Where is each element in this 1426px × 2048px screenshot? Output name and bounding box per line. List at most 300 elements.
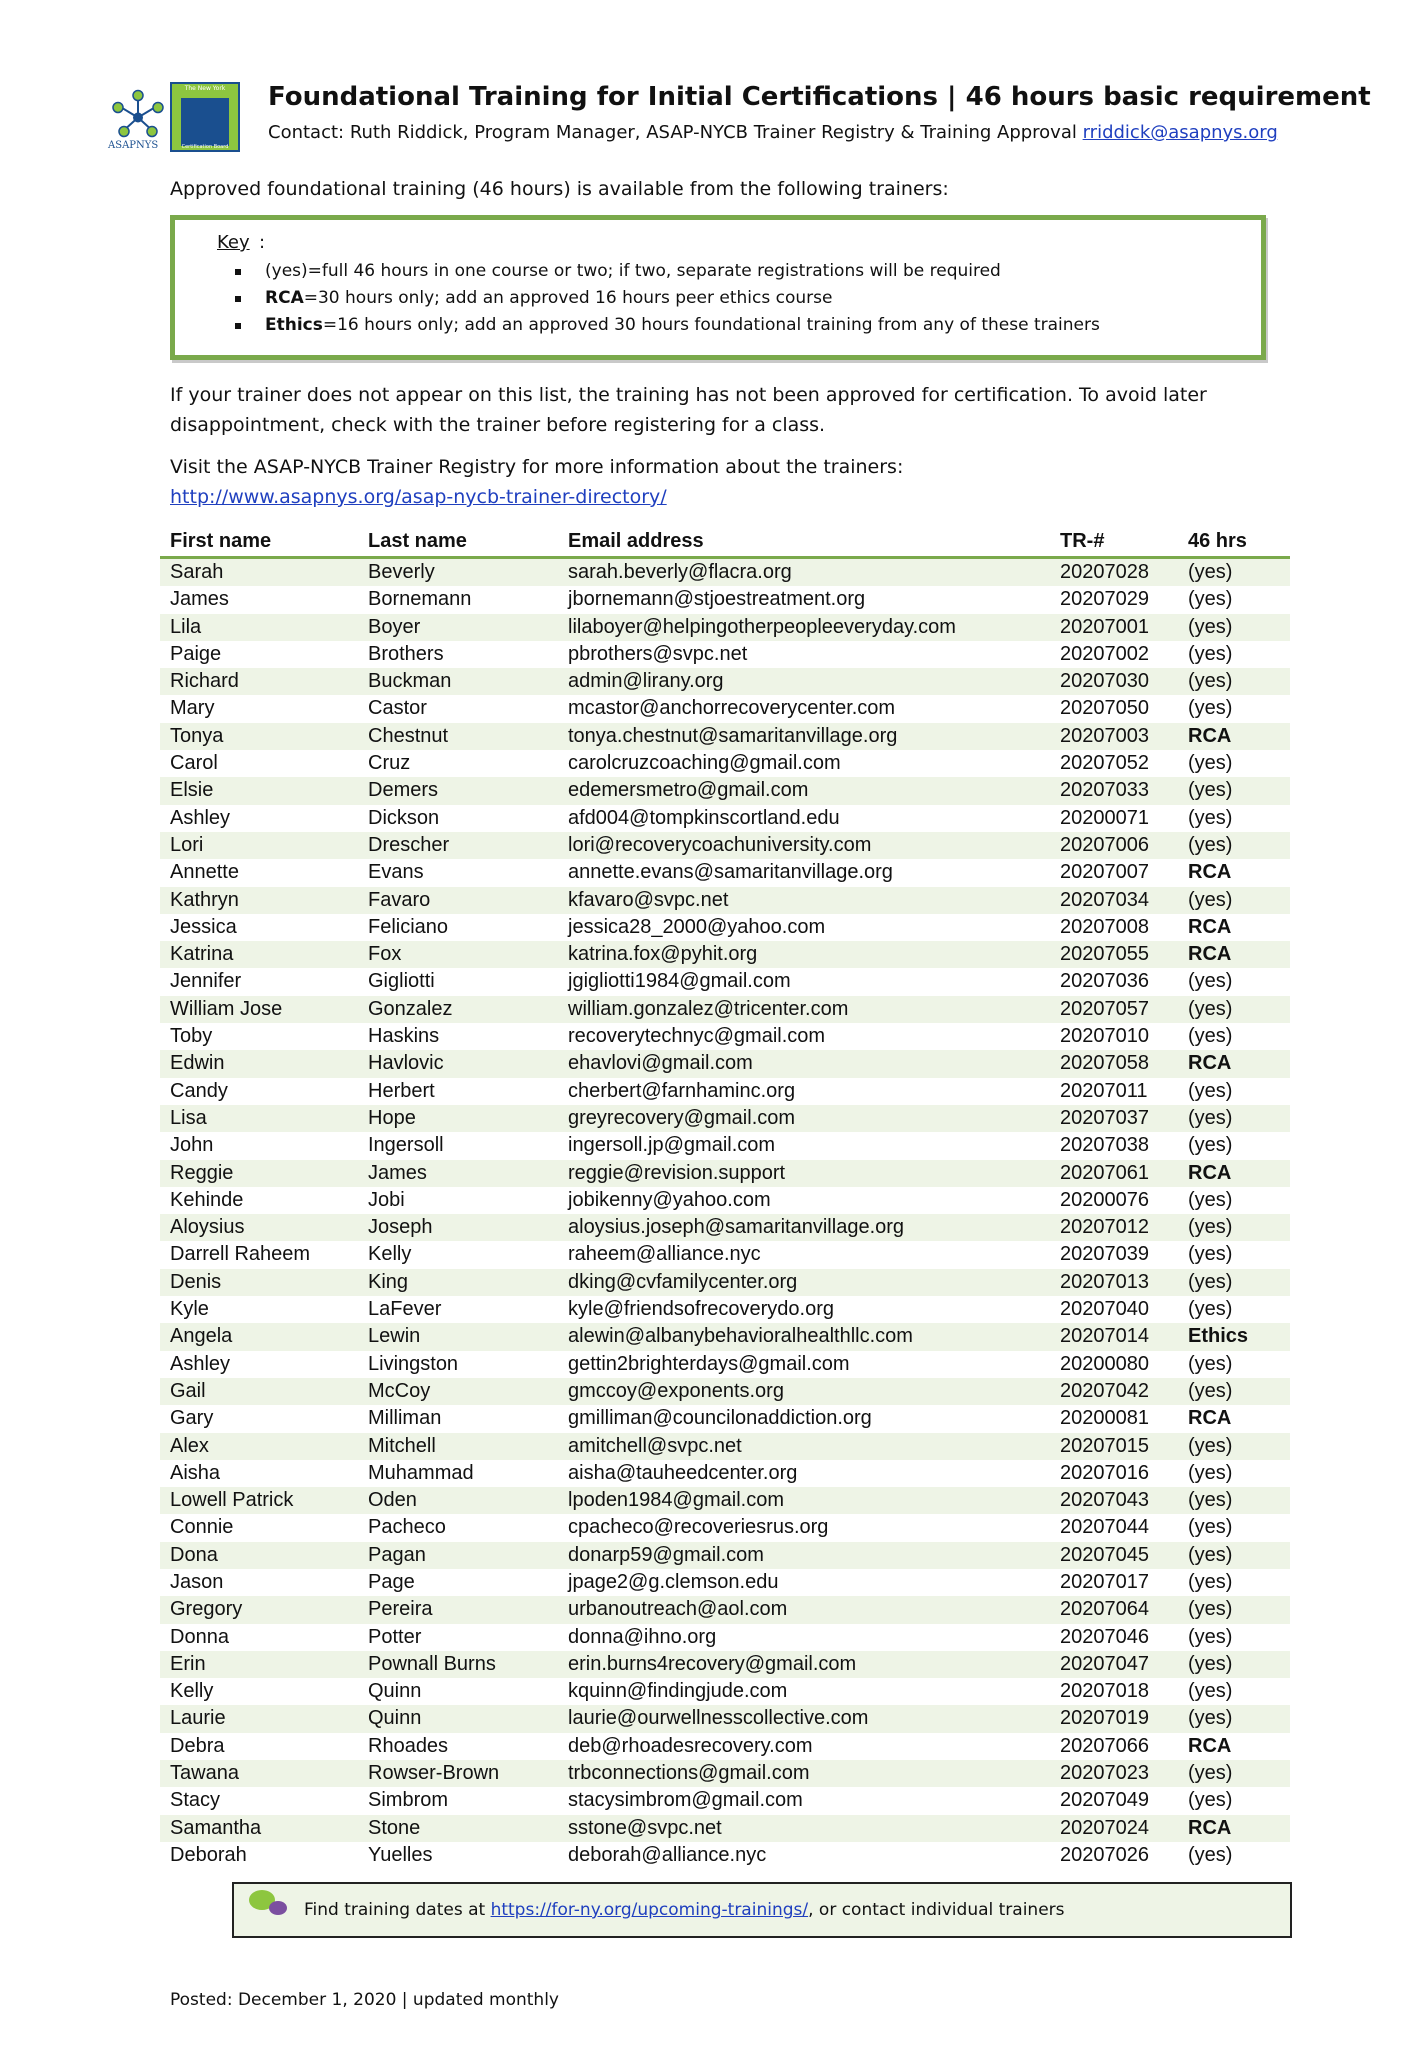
table-row <box>160 1433 1290 1460</box>
hours-cell: (yes) <box>1188 588 1233 611</box>
email-cell: cpacheco@recoveriesrus.org <box>568 1516 829 1539</box>
first-name-cell: Samantha <box>170 1816 262 1839</box>
table-row <box>160 1269 1290 1296</box>
hours-cell: (yes) <box>1188 1134 1233 1157</box>
hours-cell: (yes) <box>1188 806 1233 829</box>
table-row <box>160 614 1290 641</box>
last-name-cell: Pownall Burns <box>368 1652 496 1675</box>
tr-number-cell: 20207010 <box>1060 1025 1149 1048</box>
key-item: Ethics=16 hours only; add an approved 30 hours foundational training from any of these trainers <box>235 312 1100 339</box>
last-name-cell: Page <box>368 1570 415 1593</box>
nycb-seal-icon <box>170 82 240 152</box>
tr-number-cell: 20207033 <box>1060 779 1149 802</box>
tr-number-cell: 20207042 <box>1060 1379 1149 1402</box>
hours-cell: RCA <box>1188 1161 1232 1184</box>
last-name-cell: Feliciano <box>368 915 449 938</box>
email-cell: urbanoutreach@aol.com <box>568 1598 788 1621</box>
last-name-cell: Jobi <box>368 1188 405 1211</box>
posted-date: Posted: December 1, 2020 | updated monthly <box>170 1990 559 2010</box>
table-row <box>160 1050 1290 1077</box>
email-cell: amitchell@svpc.net <box>568 1434 742 1457</box>
tr-number-cell: 20207047 <box>1060 1652 1149 1675</box>
first-name-cell: Gail <box>170 1379 206 1402</box>
key-list <box>235 258 1100 339</box>
hours-cell: RCA <box>1188 1052 1232 1075</box>
table-row <box>160 941 1290 968</box>
last-name-cell: Buckman <box>368 670 452 693</box>
tr-number-cell: 20207014 <box>1060 1325 1149 1348</box>
tr-number-cell: 20207018 <box>1060 1680 1149 1703</box>
table-row <box>160 1542 1290 1569</box>
tr-number-cell: 20207002 <box>1060 642 1149 665</box>
hours-cell: (yes) <box>1188 1216 1233 1239</box>
last-name-cell: Rowser-Brown <box>368 1762 500 1785</box>
tr-number-cell: 20207030 <box>1060 670 1149 693</box>
first-name-cell: Denis <box>170 1270 222 1293</box>
tr-number-cell: 20207023 <box>1060 1762 1149 1785</box>
hours-cell: RCA <box>1188 943 1232 966</box>
table-row <box>160 914 1290 941</box>
tr-number-cell: 20207029 <box>1060 588 1149 611</box>
header-46-hrs: 46 hrs <box>1188 530 1247 552</box>
first-name-cell: Toby <box>170 1025 213 1048</box>
tr-number-cell: 20207066 <box>1060 1734 1149 1757</box>
first-name-cell: Kelly <box>170 1680 214 1703</box>
email-cell: dking@cvfamilycenter.org <box>568 1270 798 1293</box>
tr-number-cell: 20207008 <box>1060 915 1149 938</box>
hours-cell: (yes) <box>1188 1680 1233 1703</box>
first-name-cell: Deborah <box>170 1843 247 1866</box>
last-name-cell: Oden <box>368 1489 417 1512</box>
table-row <box>160 1378 1290 1405</box>
tr-number-cell: 20207015 <box>1060 1434 1149 1457</box>
email-cell: pbrothers@svpc.net <box>568 642 748 665</box>
hours-cell: (yes) <box>1188 833 1233 856</box>
tr-number-cell: 20207013 <box>1060 1270 1149 1293</box>
key-item: RCA=30 hours only; add an approved 16 hours peer ethics course <box>235 285 1100 312</box>
email-cell: lori@recoverycoachuniversity.com <box>568 833 872 856</box>
first-name-cell: Tawana <box>170 1762 239 1785</box>
email-cell: tonya.chestnut@samaritanvillage.org <box>568 724 898 747</box>
first-name-cell: Laurie <box>170 1707 226 1730</box>
email-cell: sarah.beverly@flacra.org <box>568 561 792 583</box>
tr-number-cell: 20207061 <box>1060 1161 1149 1184</box>
hours-cell: (yes) <box>1188 1270 1233 1293</box>
tr-number-cell: 20207024 <box>1060 1816 1149 1839</box>
email-cell: william.gonzalez@tricenter.com <box>568 997 849 1020</box>
first-name-cell: Jessica <box>170 915 237 938</box>
table-row <box>160 996 1290 1023</box>
last-name-cell: Quinn <box>368 1707 422 1730</box>
first-name-cell: Katrina <box>170 943 234 966</box>
footer-box <box>232 1882 1292 1938</box>
email-cell: kyle@friendsofrecoverydo.org <box>568 1298 834 1321</box>
last-name-cell: Lewin <box>368 1325 421 1348</box>
table-row <box>160 1132 1290 1159</box>
email-cell: mcastor@anchorrecoverycenter.com <box>568 697 896 720</box>
hours-cell: (yes) <box>1188 1652 1233 1675</box>
table-row <box>160 1651 1290 1678</box>
tr-number-cell: 20207011 <box>1060 1079 1148 1102</box>
first-name-cell: Kehinde <box>170 1188 244 1211</box>
first-name-cell: Alex <box>170 1434 209 1457</box>
hours-cell: (yes) <box>1188 1516 1233 1539</box>
last-name-cell: Rhoades <box>368 1734 449 1757</box>
tr-number-cell: 20207006 <box>1060 833 1149 856</box>
last-name-cell: Joseph <box>368 1216 433 1239</box>
table-row <box>160 1514 1290 1541</box>
last-name-cell: Boyer <box>368 615 421 638</box>
last-name-cell: James <box>368 1161 427 1184</box>
email-cell: raheem@alliance.nyc <box>568 1243 761 1266</box>
first-name-cell: Lori <box>170 833 204 856</box>
header-email: Email address <box>568 530 704 552</box>
last-name-cell: Hope <box>368 1106 416 1129</box>
last-name-cell: Havlovic <box>368 1052 444 1075</box>
hours-cell: (yes) <box>1188 1434 1233 1457</box>
tr-number-cell: 20207034 <box>1060 888 1149 911</box>
trainer-table <box>160 528 1290 1869</box>
email-cell: gettin2brighterdays@gmail.com <box>568 1352 850 1375</box>
hours-cell: (yes) <box>1188 1625 1233 1648</box>
email-cell: jobikenny@yahoo.com <box>568 1188 771 1211</box>
tr-number-cell: 20207017 <box>1060 1570 1149 1593</box>
hours-cell: (yes) <box>1188 697 1233 720</box>
email-cell: katrina.fox@pyhit.org <box>568 943 758 966</box>
tr-number-cell: 20207001 <box>1060 615 1149 638</box>
tr-number-cell: 20207044 <box>1060 1516 1149 1539</box>
table-row <box>160 805 1290 832</box>
last-name-cell: Yuelles <box>368 1843 433 1866</box>
last-name-cell: Pereira <box>368 1598 433 1621</box>
email-cell: kfavaro@svpc.net <box>568 888 729 911</box>
last-name-cell: Pagan <box>368 1543 426 1566</box>
intro-text: Approved foundational training (46 hours) is available from the following trainers: <box>170 178 949 200</box>
table-row <box>160 1487 1290 1514</box>
email-cell: erin.burns4recovery@gmail.com <box>568 1652 857 1675</box>
first-name-cell: Lila <box>170 615 202 638</box>
tr-number-cell: 20207016 <box>1060 1461 1149 1484</box>
contact-text: Contact: Ruth Riddick, Program Manager, ASAP-NYCB Trainer Registry & Training Approval <box>268 122 1083 143</box>
email-cell: carolcruzcoaching@gmail.com <box>568 752 841 775</box>
last-name-cell: Quinn <box>368 1680 422 1703</box>
table-row <box>160 1160 1290 1187</box>
tr-number-cell: 20207036 <box>1060 970 1149 993</box>
key-box: Key : (yes)=full 46 hours in one course or two; if two, separate registrations will be required RCA=30 hours only; add an approved 16 hours peer ethics course Ethics=16 hours only; add an approved 30 hours foundational training from any of these trainers <box>170 215 1266 360</box>
hours-cell: RCA <box>1188 1407 1232 1430</box>
table-row <box>160 1624 1290 1651</box>
table-header <box>160 528 1290 559</box>
last-name-cell: Castor <box>368 697 427 720</box>
email-cell: gmccoy@exponents.org <box>568 1379 784 1402</box>
table-row <box>160 1187 1290 1214</box>
first-name-cell: Sarah <box>170 561 224 583</box>
last-name-cell: Pacheco <box>368 1516 446 1539</box>
hours-cell: RCA <box>1188 724 1232 747</box>
first-name-cell: James <box>170 588 229 611</box>
tr-number-cell: 20207037 <box>1060 1106 1149 1129</box>
table-row <box>160 1596 1290 1623</box>
first-name-cell: Kyle <box>170 1298 209 1321</box>
hours-cell: (yes) <box>1188 1762 1233 1785</box>
seal-caption: The New York <box>184 85 226 92</box>
tr-number-cell: 20207039 <box>1060 1243 1149 1266</box>
last-name-cell: Beverly <box>368 561 435 583</box>
table-row <box>160 723 1290 750</box>
tr-number-cell: 20207046 <box>1060 1625 1149 1648</box>
table-row <box>160 750 1290 777</box>
table-row <box>160 1241 1290 1268</box>
table-row <box>160 586 1290 613</box>
tr-number-cell: 20207040 <box>1060 1298 1149 1321</box>
key-item: (yes)=full 46 hours in one course or two; if two, separate registrations will be required <box>235 258 1100 285</box>
table-row <box>160 1787 1290 1814</box>
first-name-cell: Ashley <box>170 806 231 829</box>
hours-cell: (yes) <box>1188 1379 1233 1402</box>
last-name-cell: McCoy <box>368 1379 431 1402</box>
email-cell: ehavlovi@gmail.com <box>568 1052 753 1075</box>
last-name-cell: Milliman <box>368 1407 442 1430</box>
tr-number-cell: 20200081 <box>1060 1407 1149 1430</box>
tr-number-cell: 20207050 <box>1060 697 1149 720</box>
disclaimer-paragraph: If your trainer does not appear on this list, the training has not been approved for certification. To avoid later disappointment, check with the trainer before registering for a class. <box>170 384 1207 436</box>
last-name-cell: Drescher <box>368 833 450 856</box>
table-row <box>160 1296 1290 1323</box>
email-cell: jgigliotti1984@gmail.com <box>568 970 791 993</box>
first-name-cell: Kathryn <box>170 888 239 911</box>
email-cell: lilaboyer@helpingotherpeopleeveryday.com <box>568 615 956 638</box>
table-row <box>160 968 1290 995</box>
last-name-cell: Simbrom <box>368 1789 449 1812</box>
email-cell: donarp59@gmail.com <box>568 1543 764 1566</box>
email-cell: deborah@alliance.nyc <box>568 1843 767 1866</box>
table-row <box>160 1023 1290 1050</box>
tr-number-cell: 20207057 <box>1060 997 1149 1020</box>
first-name-cell: Elsie <box>170 779 214 802</box>
table-row <box>160 1733 1290 1760</box>
table-row <box>160 1105 1290 1132</box>
table-row <box>160 1214 1290 1241</box>
email-cell: donna@ihno.org <box>568 1625 717 1648</box>
email-cell: lpoden1984@gmail.com <box>568 1489 784 1512</box>
first-name-cell: Dona <box>170 1543 218 1566</box>
registry-text: Visit the ASAP-NYCB Trainer Registry for more information about the trainers: <box>170 456 904 478</box>
email-cell: gmilliman@councilonaddiction.org <box>568 1407 872 1430</box>
tr-number-cell: 20207028 <box>1060 561 1149 583</box>
hours-cell: (yes) <box>1188 1188 1233 1211</box>
first-name-cell: Mary <box>170 697 215 720</box>
table-row <box>160 668 1290 695</box>
hours-cell: (yes) <box>1188 1106 1233 1129</box>
hours-cell: (yes) <box>1188 1461 1233 1484</box>
first-name-cell: Reggie <box>170 1161 234 1184</box>
last-name-cell: Cruz <box>368 752 411 775</box>
email-cell: greyrecovery@gmail.com <box>568 1106 796 1129</box>
logo-text: ASAPNYS <box>108 140 159 151</box>
last-name-cell: Muhammad <box>368 1461 474 1484</box>
table-row <box>160 695 1290 722</box>
table-row <box>160 832 1290 859</box>
hours-cell: (yes) <box>1188 1570 1233 1593</box>
email-cell: annette.evans@samaritanvillage.org <box>568 861 893 884</box>
last-name-cell: Favaro <box>368 888 431 911</box>
email-cell: admin@lirany.org <box>568 670 724 693</box>
hours-cell: RCA <box>1188 915 1232 938</box>
hours-cell: (yes) <box>1188 1489 1233 1512</box>
first-name-cell: Candy <box>170 1079 228 1102</box>
last-name-cell: King <box>368 1270 409 1293</box>
hours-cell: (yes) <box>1188 1843 1233 1866</box>
first-name-cell: Paige <box>170 642 222 665</box>
hours-cell: (yes) <box>1188 1243 1233 1266</box>
first-name-cell: Erin <box>170 1652 206 1675</box>
last-name-cell: Herbert <box>368 1079 435 1102</box>
email-cell: laurie@ourwellnesscollective.com <box>568 1707 869 1730</box>
first-name-cell: Tonya <box>170 724 224 747</box>
registry-link[interactable]: http://www.asapnys.org/asap-nycb-trainer-directory/ <box>170 486 667 508</box>
for-ny-logo-icon <box>248 1888 288 1918</box>
email-cell: reggie@revision.support <box>568 1161 786 1184</box>
first-name-cell: Annette <box>170 861 239 884</box>
tr-number-cell: 20207064 <box>1060 1598 1149 1621</box>
hours-cell: (yes) <box>1188 752 1233 775</box>
table-row <box>160 1678 1290 1705</box>
first-name-cell: Gary <box>170 1407 214 1430</box>
email-cell: sstone@svpc.net <box>568 1816 722 1839</box>
hours-cell: (yes) <box>1188 1543 1233 1566</box>
table-row <box>160 1815 1290 1842</box>
trainings-link[interactable]: https://for-ny.org/upcoming-trainings/ <box>490 1900 809 1920</box>
last-name-cell: Livingston <box>368 1352 459 1375</box>
first-name-cell: Gregory <box>170 1598 243 1621</box>
hours-cell: (yes) <box>1188 1298 1233 1321</box>
tr-number-cell: 20200076 <box>1060 1188 1149 1211</box>
email-cell: cherbert@farnhaminc.org <box>568 1079 796 1102</box>
table-row <box>160 1760 1290 1787</box>
first-name-cell: Richard <box>170 670 239 693</box>
last-name-cell: LaFever <box>368 1298 442 1321</box>
email-cell: stacysimbrom@gmail.com <box>568 1789 803 1812</box>
email-cell: kquinn@findingjude.com <box>568 1680 788 1703</box>
table-row <box>160 1405 1290 1432</box>
last-name-cell: Ingersoll <box>368 1134 444 1157</box>
hours-cell: (yes) <box>1188 779 1233 802</box>
table-body <box>160 559 1290 1869</box>
email-cell: ingersoll.jp@gmail.com <box>568 1134 776 1157</box>
first-name-cell: Aloysius <box>170 1216 245 1239</box>
last-name-cell: Gonzalez <box>368 997 453 1020</box>
tr-number-cell: 20207058 <box>1060 1052 1149 1075</box>
header-tr-number: TR-# <box>1060 530 1105 552</box>
registry-paragraph <box>170 452 1290 512</box>
last-name-cell: Chestnut <box>368 724 449 747</box>
contact-line <box>268 122 1278 143</box>
first-name-cell: Angela <box>170 1325 233 1348</box>
hours-cell: RCA <box>1188 1734 1232 1757</box>
first-name-cell: Darrell Raheem <box>170 1243 311 1266</box>
hours-cell: (yes) <box>1188 1079 1233 1102</box>
first-name-cell: Lowell Patrick <box>170 1489 294 1512</box>
contact-email-link[interactable]: rriddick@asapnys.org <box>1082 122 1278 143</box>
table-row <box>160 859 1290 886</box>
email-cell: jessica28_2000@yahoo.com <box>568 915 826 938</box>
last-name-cell: Stone <box>368 1816 421 1839</box>
tr-number-cell: 20207052 <box>1060 752 1149 775</box>
tr-number-cell: 20207019 <box>1060 1707 1149 1730</box>
hours-cell: (yes) <box>1188 615 1233 638</box>
hours-cell: (yes) <box>1188 970 1233 993</box>
email-cell: deb@rhoadesrecovery.com <box>568 1734 813 1757</box>
first-name-cell: Debra <box>170 1734 225 1757</box>
table-row <box>160 1842 1290 1869</box>
seal-footer: Certification Board <box>181 144 229 150</box>
first-name-cell: Jennifer <box>170 970 242 993</box>
first-name-cell: John <box>170 1134 214 1157</box>
tr-number-cell: 20207049 <box>1060 1789 1149 1812</box>
asapnys-logo <box>108 80 243 155</box>
last-name-cell: Evans <box>368 861 424 884</box>
tr-number-cell: 20207003 <box>1060 724 1149 747</box>
hours-cell: (yes) <box>1188 888 1233 911</box>
tr-number-cell: 20207043 <box>1060 1489 1149 1512</box>
email-cell: edemersmetro@gmail.com <box>568 779 809 802</box>
table-row <box>160 1460 1290 1487</box>
first-name-cell: Ashley <box>170 1352 231 1375</box>
email-cell: jpage2@g.clemson.edu <box>568 1570 779 1593</box>
last-name-cell: Kelly <box>368 1243 412 1266</box>
hours-cell: (yes) <box>1188 1025 1233 1048</box>
table-row <box>160 1569 1290 1596</box>
first-name-cell: Stacy <box>170 1789 221 1812</box>
table-row <box>160 1323 1290 1350</box>
tr-number-cell: 20207038 <box>1060 1134 1149 1157</box>
header-last-name: Last name <box>368 530 467 552</box>
hours-cell: (yes) <box>1188 1789 1233 1812</box>
last-name-cell: Gigliotti <box>368 970 435 993</box>
last-name-cell: Potter <box>368 1625 422 1648</box>
email-cell: jbornemann@stjoestreatment.org <box>568 588 866 611</box>
email-cell: afd004@tompkinscortland.edu <box>568 806 840 829</box>
table-row <box>160 1078 1290 1105</box>
first-name-cell: Lisa <box>170 1106 207 1129</box>
tr-number-cell: 20207055 <box>1060 943 1149 966</box>
last-name-cell: Bornemann <box>368 588 472 611</box>
last-name-cell: Dickson <box>368 806 440 829</box>
first-name-cell: Carol <box>170 752 218 775</box>
tr-number-cell: 20207007 <box>1060 861 1149 884</box>
hours-cell: (yes) <box>1188 1352 1233 1375</box>
header-first-name: First name <box>170 530 272 552</box>
footer-text: Find training dates at https://for-ny.org/upcoming-trainings/, or contact individual trainers <box>304 1900 1065 1920</box>
email-cell: alewin@albanybehavioralhealthllc.com <box>568 1325 913 1348</box>
email-cell: trbconnections@gmail.com <box>568 1762 810 1785</box>
tr-number-cell: 20200071 <box>1060 806 1149 829</box>
key-title: Key <box>217 232 250 253</box>
table-row <box>160 887 1290 914</box>
email-cell: recoverytechnyc@gmail.com <box>568 1025 826 1048</box>
hours-cell: (yes) <box>1188 670 1233 693</box>
email-cell: aloysius.joseph@samaritanvillage.org <box>568 1216 905 1239</box>
first-name-cell: William Jose <box>170 997 283 1020</box>
last-name-cell: Mitchell <box>368 1434 436 1457</box>
hours-cell: (yes) <box>1188 1598 1233 1621</box>
page-title: Foundational Training for Initial Certifications | 46 hours basic requirement <box>268 82 1371 112</box>
first-name-cell: Edwin <box>170 1052 225 1075</box>
first-name-cell: Jason <box>170 1570 224 1593</box>
first-name-cell: Aisha <box>170 1461 221 1484</box>
tr-number-cell: 20207012 <box>1060 1216 1149 1239</box>
hours-cell: RCA <box>1188 861 1232 884</box>
